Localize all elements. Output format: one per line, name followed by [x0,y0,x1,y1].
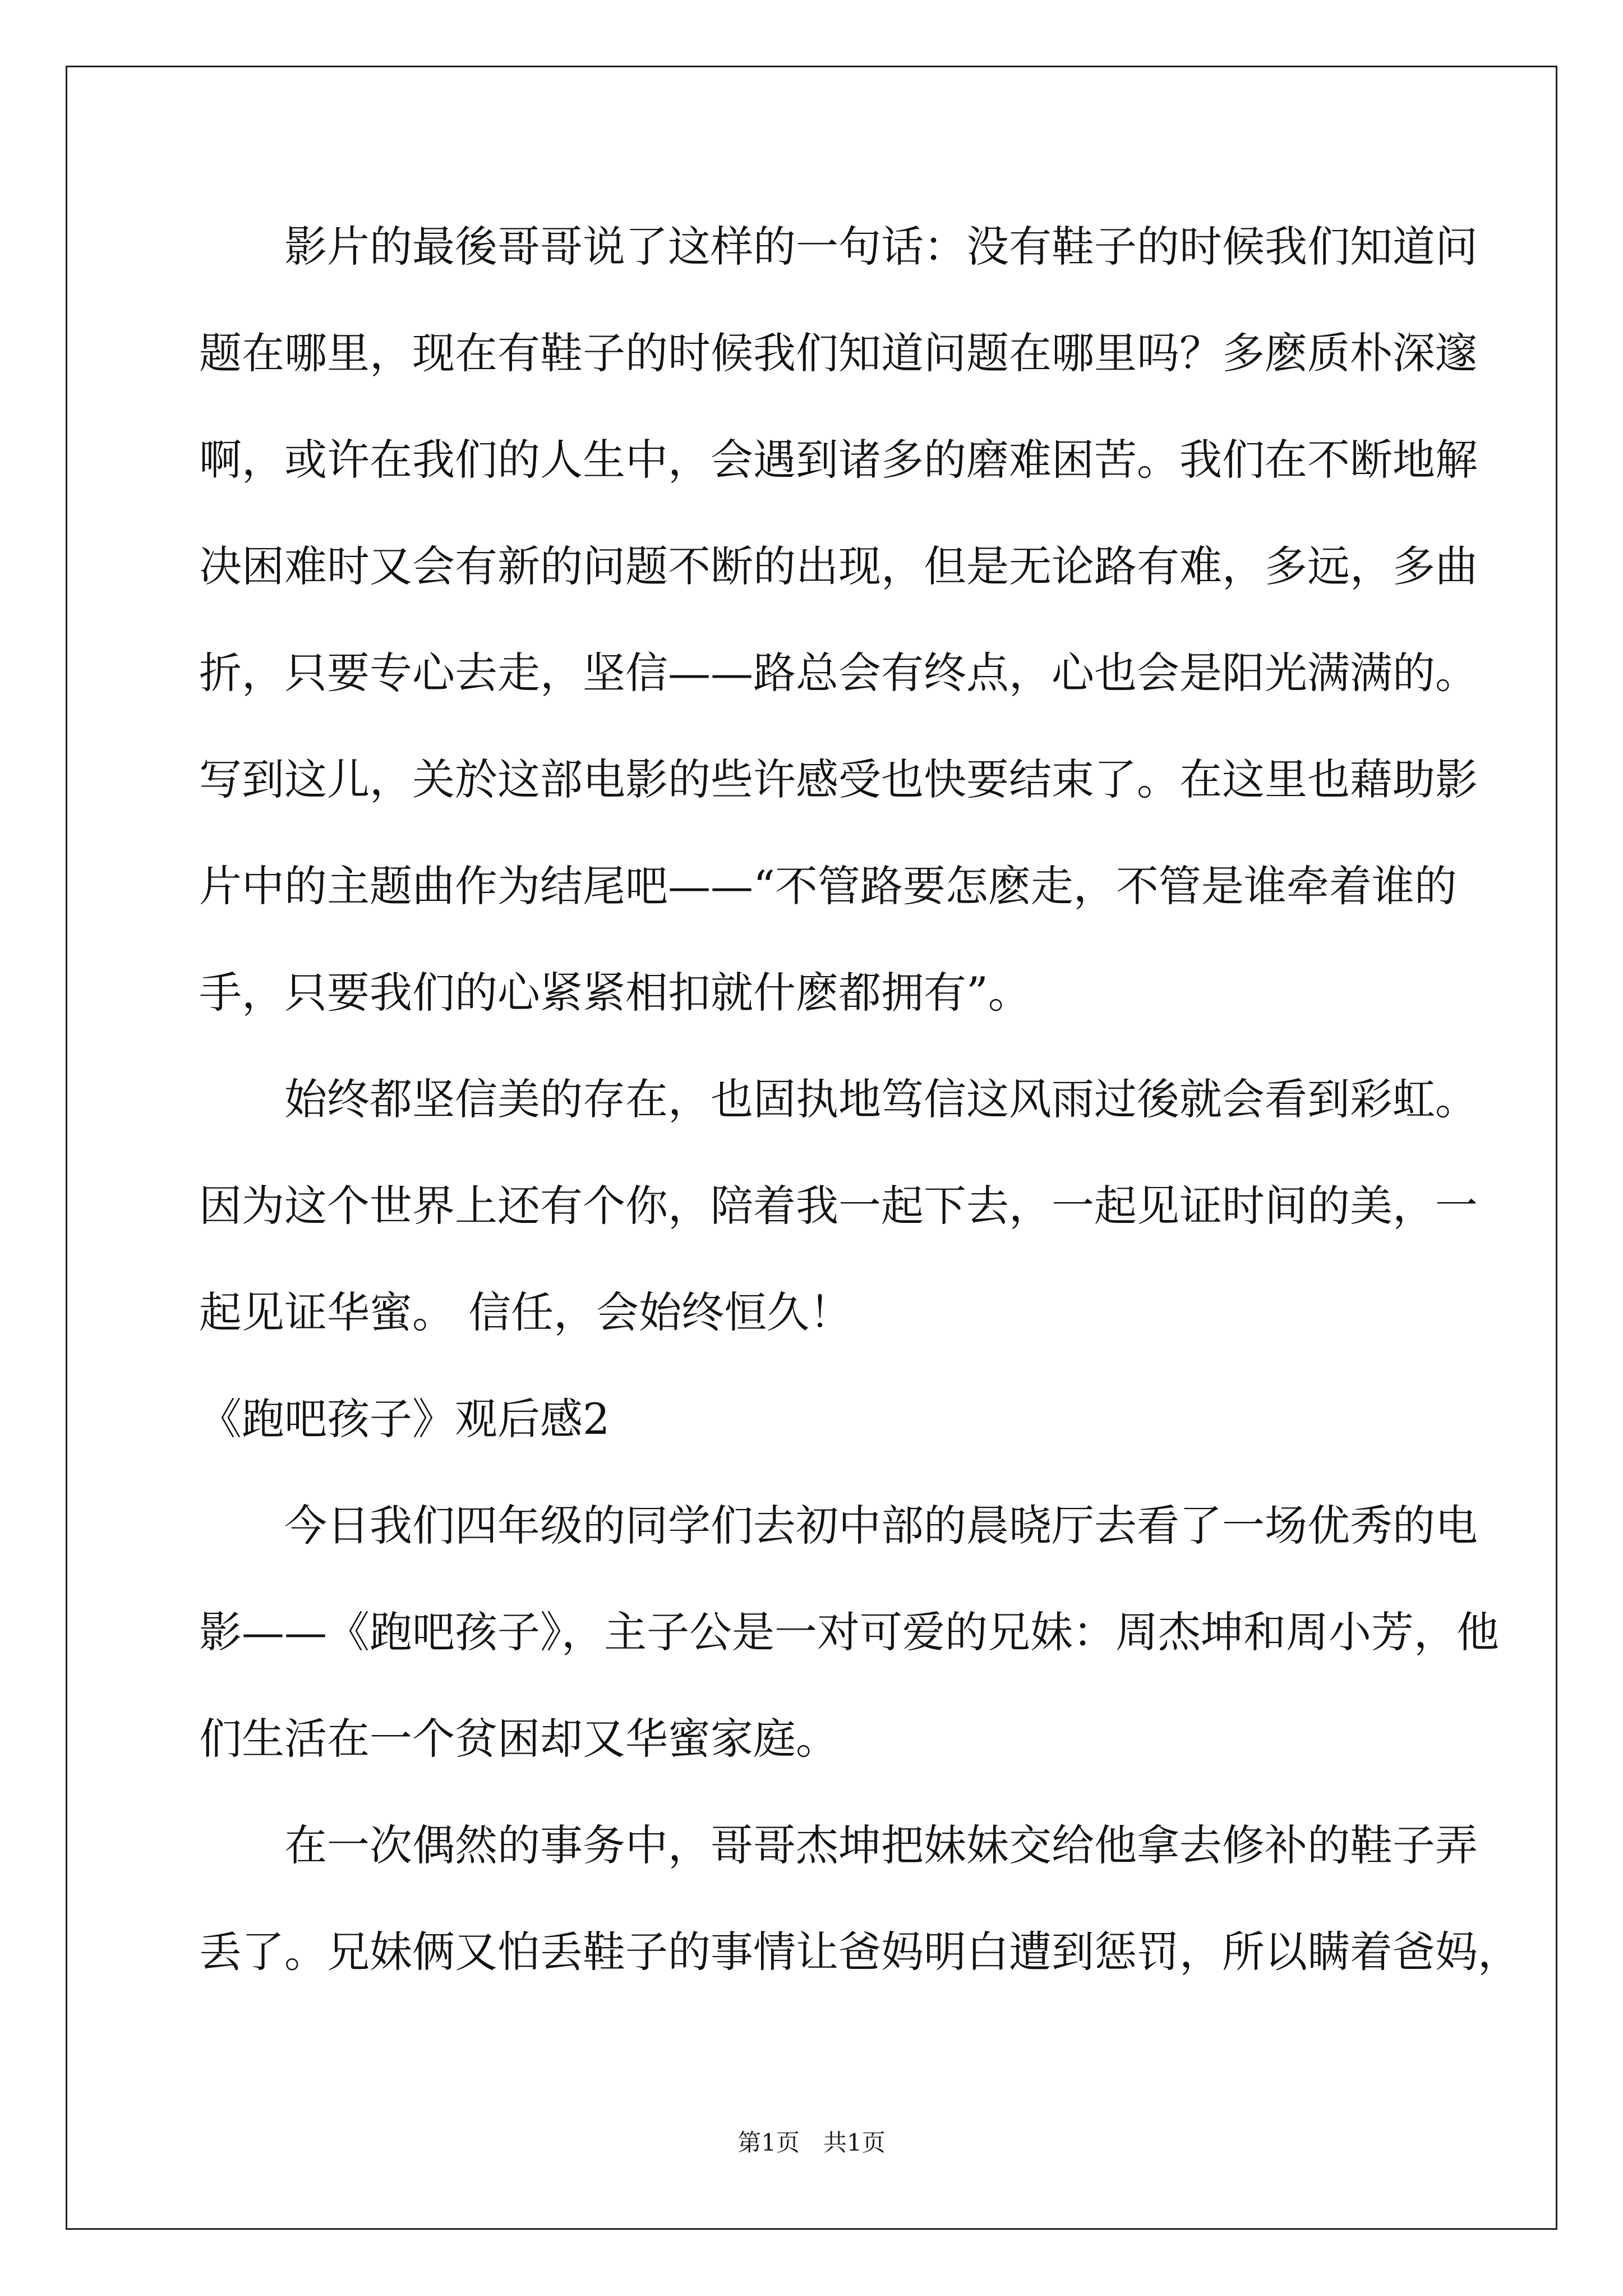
text-line: 题在哪里，现在有鞋子的时候我们知道问题在哪里吗？多麽质朴深邃 [199,328,1478,378]
page-border [66,66,1557,2230]
text-line: 啊，或许在我们的人生中，会遇到诸多的磨难困苦。我们在不断地解 [199,435,1478,485]
text-line: 丢了。兄妹俩又怕丢鞋子的事情让爸妈明白遭到惩罚，所以瞒着爸妈， [199,1927,1520,1977]
text-line: 手，只要我们的心紧紧相扣就什麽都拥有”。 [199,968,1031,1018]
text-line: 因为这个世界上还有个你，陪着我一起下去，一起见证时间的美，一 [199,1181,1478,1231]
text-line: 决困难时又会有新的问题不断的出现，但是无论路有难，多远，多曲 [199,541,1478,591]
text-line: 在一次偶然的事务中，哥哥杰坤把妹妹交给他拿去修补的鞋子弄 [199,1820,1478,1870]
text-line: 片中的主题曲作为结尾吧——“不管路要怎麽走，不管是谁牵着谁的 [199,861,1457,911]
text-line: 们生活在一个贫困却又华蜜家庭。 [199,1714,838,1764]
text-line: 折，只要专心去走，坚信——路总会有终点，心也会是阳光满满的。 [199,648,1478,698]
text-line: 始终都坚信美的存在，也固执地笃信这风雨过後就会看到彩虹。 [199,1074,1478,1124]
text-line: 影——《跑吧孩子》，主子公是一对可爱的兄妹：周杰坤和周小芳，他 [199,1607,1499,1657]
page-footer: 第1页 共1页 [737,2129,886,2156]
text-line: 今日我们四年级的同学们去初中部的晨晓厅去看了一场优秀的电 [199,1501,1478,1550]
section-heading: 《跑吧孩子》观后感2 [199,1394,610,1444]
text-line: 影片的最後哥哥说了这样的一句话：没有鞋子的时候我们知道问 [199,222,1478,272]
text-line: 写到这儿，关於这部电影的些许感受也快要结束了。在这里也藉助影 [199,754,1478,804]
text-line: 起见证华蜜。 信任，会始终恒久！ [199,1287,852,1337]
